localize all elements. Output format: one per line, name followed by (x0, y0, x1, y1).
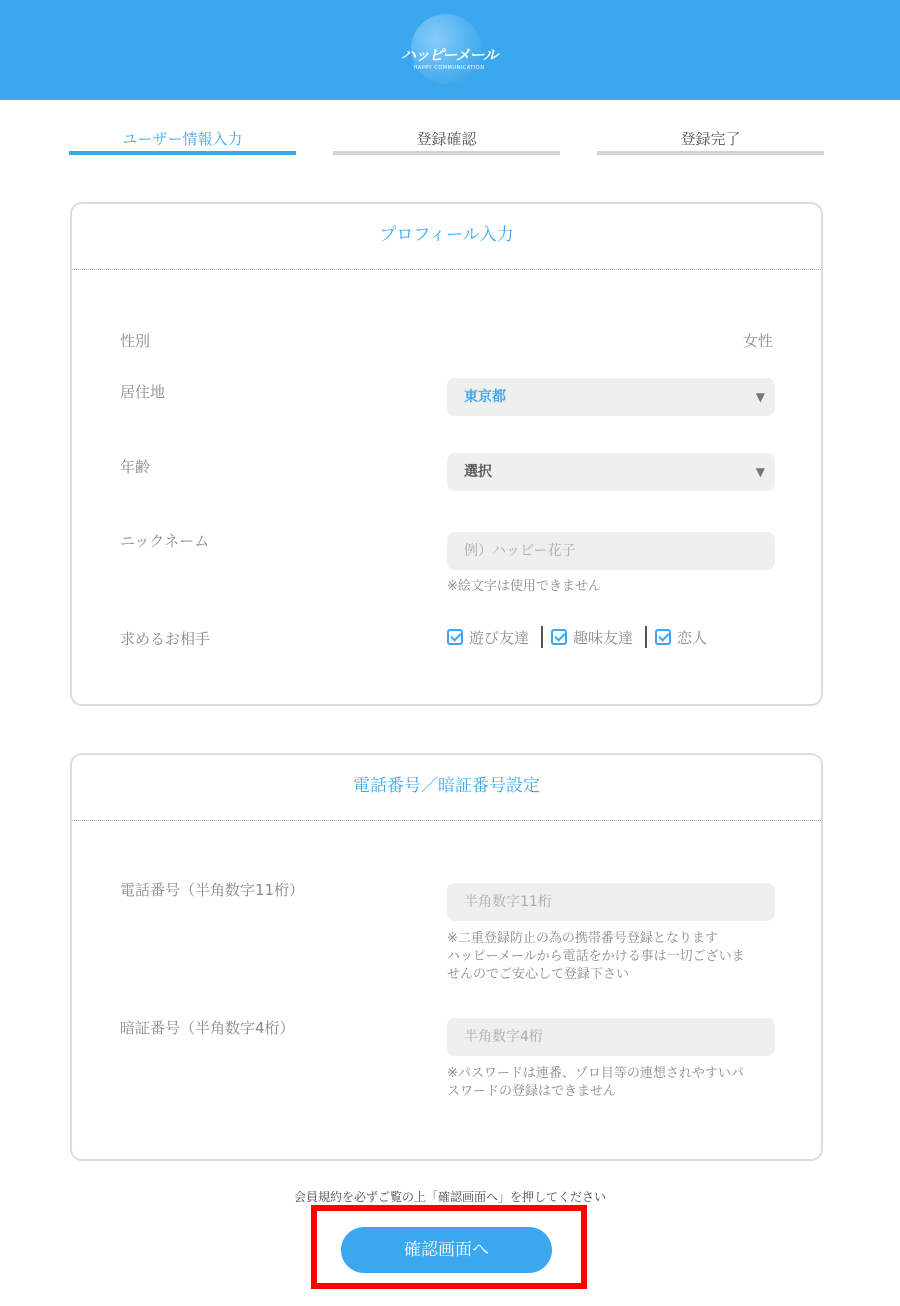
checkbox-label: 恋人 (677, 628, 708, 647)
pin-note (447, 1065, 744, 1101)
nickname-note: ※絵文字は使用できません (447, 579, 601, 594)
divider (541, 626, 543, 648)
progress-steps (69, 128, 824, 156)
confirm-button[interactable]: 確認画面へ (341, 1227, 552, 1273)
pin-label: 暗証番号（半角数字4桁） (120, 1019, 295, 1037)
step-bar (69, 151, 296, 155)
logo-subtitle: HAPPY COMMUNICATION (413, 65, 485, 71)
checkbox-checked-icon[interactable] (551, 629, 567, 645)
logo[interactable] (399, 14, 499, 86)
checkbox-label: 遊び友達 (469, 628, 530, 647)
step-complete (597, 128, 824, 155)
profile-card (70, 202, 823, 706)
logo-brand: ハッピーメール (400, 46, 498, 64)
gender-label: 性別 (120, 332, 151, 350)
header (0, 0, 900, 100)
seeking-label: 求めるお相手 (120, 630, 211, 648)
phone-card-title: 電話番号／暗証番号設定 (72, 755, 821, 821)
terms-notice: 会員規約を必ずご覧の上「確認画面へ」を押してください (293, 1190, 606, 1204)
gender-value: 女性 (742, 332, 773, 350)
seeking-option-hobby-friend[interactable] (551, 627, 633, 648)
age-select[interactable] (447, 453, 775, 491)
divider (645, 626, 647, 648)
step-user-info (69, 128, 296, 155)
age-value: 選択 (464, 464, 492, 480)
seeking-option-lover[interactable] (655, 627, 707, 648)
nickname-input[interactable] (447, 532, 775, 570)
phone-card (70, 753, 823, 1161)
step-label: 登録確認 (416, 130, 477, 148)
step-label: 登録完了 (680, 130, 741, 148)
residence-value: 東京都 (464, 389, 506, 405)
checkbox-label: 趣味友達 (573, 628, 634, 647)
checkbox-checked-icon[interactable] (655, 629, 671, 645)
note-line: ハッピーメールから電話をかける事は一切ございま (447, 949, 745, 964)
pin-placeholder: 半角数字4桁 (464, 1029, 543, 1045)
note-line: スワードの登録はできません (447, 1084, 617, 1099)
dropdown-arrow-icon: ▼ (755, 390, 765, 404)
step-label: ユーザー情報入力 (122, 130, 243, 148)
residence-label: 居住地 (120, 383, 166, 401)
note-line: ※パスワードは連番、ゾロ目等の連想されやすいパ (447, 1066, 744, 1081)
checkbox-checked-icon[interactable] (447, 629, 463, 645)
step-bar (333, 151, 560, 155)
profile-card-title: プロフィール入力 (72, 204, 821, 270)
nickname-label: ニックネーム (120, 532, 210, 550)
seeking-options (447, 626, 707, 648)
pin-input[interactable] (447, 1018, 775, 1056)
step-confirm (333, 128, 560, 155)
phone-number-label: 電話番号（半角数字11桁） (120, 881, 305, 899)
phone-number-note (447, 930, 745, 984)
phone-number-input[interactable] (447, 883, 775, 921)
seeking-option-play-friend[interactable] (447, 627, 529, 648)
note-line: せんのでご安心して登録下さい (447, 967, 630, 982)
nickname-placeholder: 例）ハッピー花子 (464, 543, 576, 559)
step-bar (597, 151, 824, 155)
dropdown-arrow-icon: ▼ (755, 465, 765, 479)
phone-number-placeholder: 半角数字11桁 (464, 894, 552, 910)
note-line: ※二重登録防止の為の携帯番号登録となります (447, 931, 718, 946)
age-label: 年齢 (120, 458, 151, 476)
residence-select[interactable] (447, 378, 775, 416)
